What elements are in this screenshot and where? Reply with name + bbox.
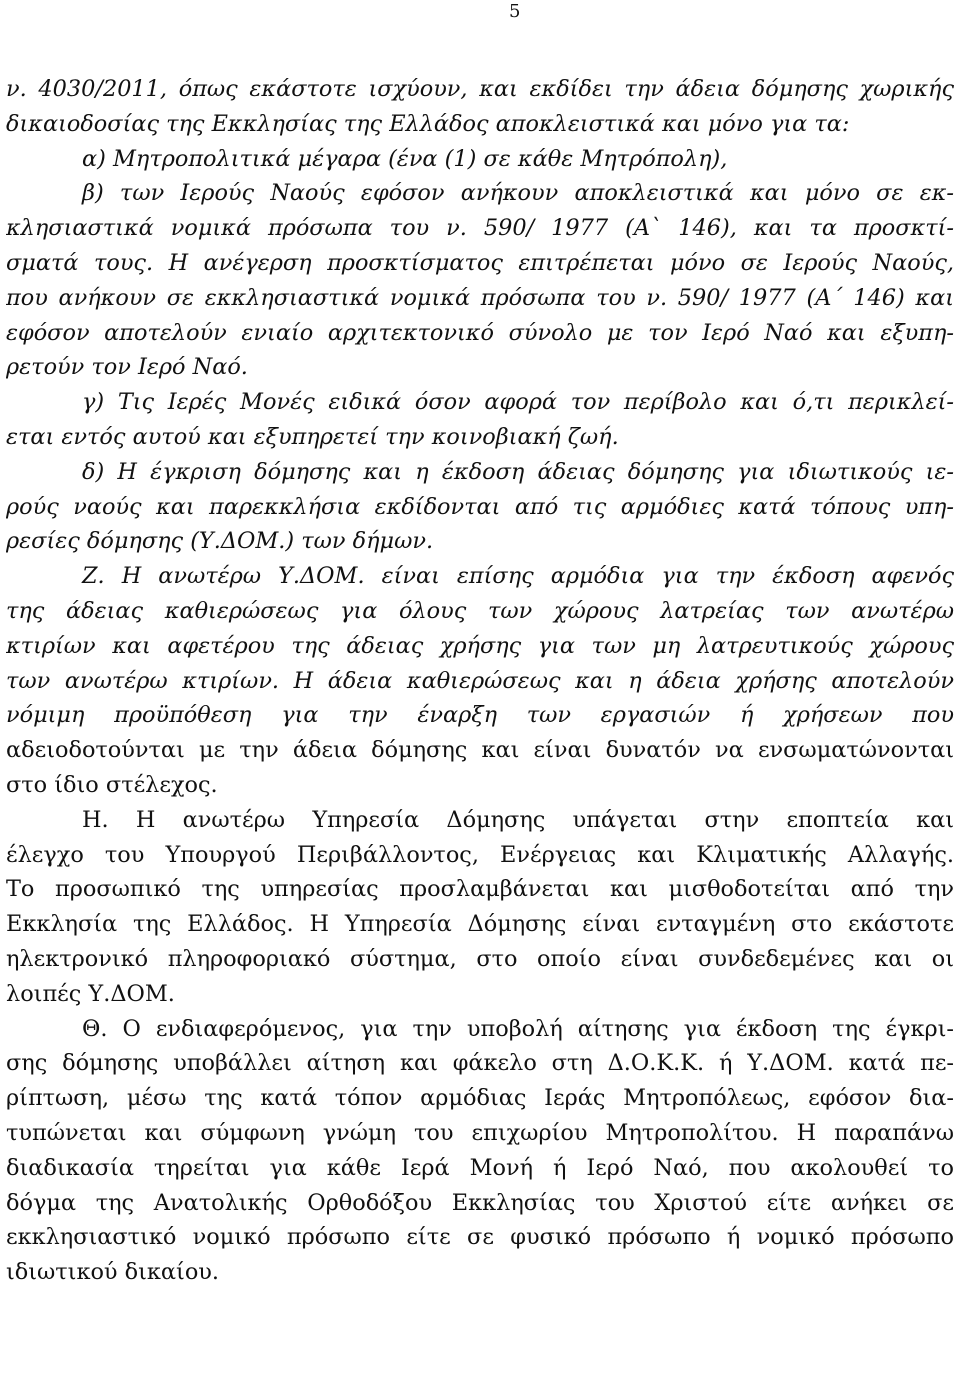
text-line: των ανωτέρω κτιρίων. Η άδεια καθιερώσεως και η άδεια χρήσης αποτελούν	[6, 667, 954, 694]
text-line: ηλεκτρονικό πληροφοριακό σύστημα, στο οποίο είναι συνδεδεμένες και οι	[6, 945, 954, 972]
text-line: κλησιαστικά νομικά πρόσωπα του ν. 590/ 1977 (Α` 146), και τα προσκτί-	[6, 215, 954, 242]
document-body	[6, 72, 954, 1290]
text-line: της άδειας καθιερώσεως για όλους των χώρους λατρείας των ανωτέρω	[6, 597, 954, 624]
text-line: κτιρίων και αφετέρου της άδειας χρήσης για των μη λατρευτικούς χώρους	[6, 632, 954, 659]
text-line: νόμιμη προϋπόθεση για την έναρξη των εργασιών ή χρήσεων που	[6, 702, 954, 729]
text-line: ρεσίες δόμησης (Υ.ΔΟΜ.) των δήμων.	[6, 528, 434, 555]
text-line: διαδικασία τηρείται για κάθε Ιερά Μονή ή Ιερό Ναό, που ακολουθεί το	[6, 1154, 954, 1181]
text-line: Το προσωπικό της υπηρεσίας προσλαμβάνεται και μισθοδοτείται από την	[6, 876, 954, 903]
text-line: ρετούν τον Ιερό Ναό.	[6, 354, 248, 381]
text-line: λοιπές Υ.ΔΟΜ.	[6, 980, 175, 1007]
text-line: τυπώνεται και σύμφωνη γνώμη του επιχωρίου Μητροπολίτου. Η παραπάνω	[6, 1119, 954, 1146]
text-line: ιδιωτικού δικαίου.	[6, 1259, 220, 1286]
text-line: ν. 4030/2011, όπως εκάστοτε ισχύουν, και εκδίδει την άδεια δόμησης χωρικής	[6, 76, 954, 102]
text-line: δ) Η έγκριση δόμησης και η έκδοση άδειας δόμησης για ιδιωτικούς ιε-	[82, 458, 954, 485]
text-line: δικαιοδοσίας της Εκκλησίας της Ελλάδος αποκλειστικά και μόνο για τα:	[6, 110, 850, 137]
text-line: Ζ. Η ανωτέρω Υ.ΔΟΜ. είναι επίσης αρμόδια για την έκδοση αφενός	[82, 563, 954, 590]
text-line: Θ. Ο ενδιαφερόμενος, για την υποβολή αίτησης για έκδοση της έγκρι-	[82, 1015, 954, 1042]
text-line: έλεγχο του Υπουργού Περιβάλλοντος, Ενέργειας και Κλιματικής Αλλαγής.	[6, 841, 954, 868]
text-line: β) των Ιερούς Ναούς εφόσον ανήκουν αποκλειστικά και μόνο σε εκ-	[82, 180, 954, 207]
text-line: που ανήκουν σε εκκλησιαστικά νομικά πρόσωπα του ν. 590/ 1977 (Α΄ 146) και	[6, 284, 954, 311]
text-line: εφόσον αποτελούν ενιαίο αρχιτεκτονικό σύνολο με τον Ιερό Ναό και εξυπη-	[6, 319, 954, 346]
text-line: εται εντός αυτού και εξυπηρετεί την κοινοβιακή ζωή.	[6, 423, 619, 450]
text-line: Εκκλησία της Ελλάδος. Η Υπηρεσία Δόμησης είναι ενταγμένη στο εκάστοτε	[6, 911, 954, 938]
text-line: σματά τους. Η ανέγερση προσκτίσματος επιτρέπεται μόνο σε Ιερούς Ναούς,	[6, 249, 954, 276]
text-line: δόγμα της Ανατολικής Ορθοδόξου Εκκλησίας του Χριστού είτε ανήκει σε	[6, 1189, 954, 1216]
text-line: α) Μητροπολιτικά μέγαρα (ένα (1) σε κάθε Μητρόπολη),	[82, 145, 728, 172]
text-line: γ) Τις Ιερές Μονές ειδικά όσον αφορά τον περίβολο και ό,τι περικλεί-	[82, 389, 954, 416]
text-line: Η. Η ανωτέρω Υπηρεσία Δόμησης υπάγεται στην εποπτεία και	[82, 806, 954, 833]
text-line: ρούς ναούς και παρεκκλήσια εκδίδονται από τις αρμόδιες κατά τόπους υπη-	[6, 493, 954, 520]
page-number: 5	[509, 1, 521, 22]
text-line: σης δόμησης υποβάλλει αίτηση και φάκελο στη Δ.Ο.Κ.Κ. ή Υ.ΔΟΜ. κατά πε-	[6, 1050, 954, 1077]
text-line: στο ίδιο στέλεχος.	[6, 771, 218, 798]
text-line: ρίπτωση, μέσω της κατά τόπον αρμόδιας Ιεράς Μητροπόλεως, εφόσον δια-	[6, 1085, 954, 1112]
text-line: αδειοδοτούνται με την άδεια δόμησης και είναι δυνατόν να ενσωματώνονται	[6, 737, 954, 764]
text-line: εκκλησιαστικό νομικό πρόσωπο είτε σε φυσικό πρόσωπο ή νομικό πρόσωπο	[6, 1224, 954, 1251]
